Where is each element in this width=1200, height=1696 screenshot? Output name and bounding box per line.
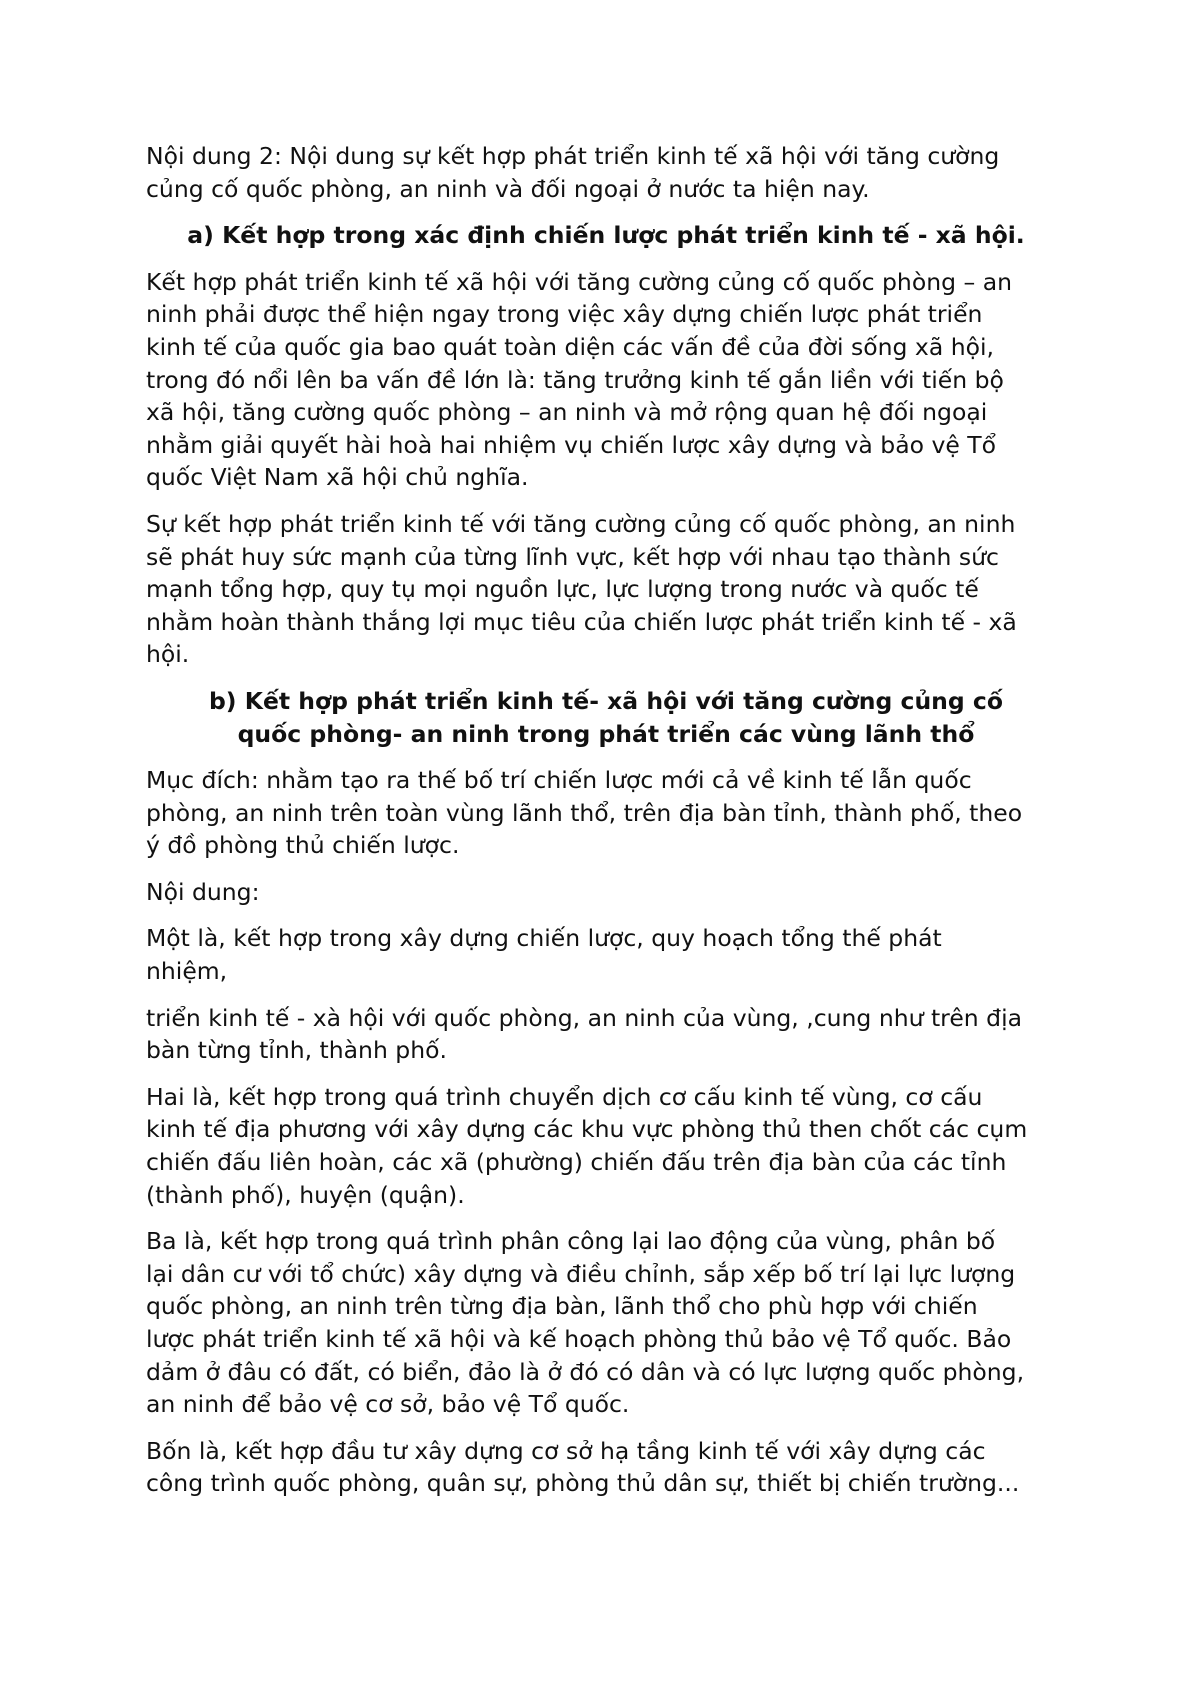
text-line: hội.	[146, 640, 190, 669]
document-body	[146, 140, 1066, 1514]
text-line: Một là, kết hợp trong xây dựng chiến lược, quy hoạch tổng thế phát	[146, 924, 942, 953]
heading-b-line-2: quốc phòng- an ninh trong phát triển các vùng lãnh thổ	[237, 719, 975, 748]
text-line: xã hội, tăng cường quốc phòng – an ninh và mở rộng quan hệ đối ngoại	[146, 398, 988, 427]
paragraph-first	[146, 922, 1066, 987]
text-line: Kết hợp phát triển kinh tế xã hội với tăng cường củng cố quốc phòng – an	[146, 267, 1013, 296]
text-line: ninh phải được thể hiện ngay trong việc xây dựng chiến lược phát triển	[146, 300, 983, 329]
text-line: công trình quốc phòng, quân sự, phòng thủ dân sự, thiết bị chiến trường...	[146, 1469, 1020, 1498]
text-line: Bốn là, kết hợp đầu tư xây dựng cơ sở hạ tầng kinh tế với xây dựng các	[146, 1436, 986, 1465]
text-line: phòng, an ninh trên toàn vùng lãnh thổ, trên địa bàn tỉnh, thành phố, theo	[146, 798, 1023, 827]
text-line: sẽ phát huy sức mạnh của từng lĩnh vực, kết hợp với nhau tạo thành sức	[146, 542, 999, 571]
text-line: lược phát triển kinh tế xã hội và kế hoạch phòng thủ bảo vệ Tổ quốc. Bảo	[146, 1325, 1012, 1353]
text-line: quốc Việt Nam xã hội chủ nghĩa.	[146, 463, 529, 492]
text-line: (thành phố), huyện (quận).	[146, 1180, 465, 1209]
text-line: kinh tế của quốc gia bao quát toàn diện các vấn đề của đời sống xã hội,	[146, 332, 994, 361]
heading-b	[146, 685, 1066, 750]
text-line: chiến đấu liên hoàn, các xã (phường) chiến đấu trên địa bàn của các tỉnh	[146, 1148, 1007, 1177]
intro-line-2: củng cố quốc phòng, an ninh và đối ngoại ở nước ta hiện nay.	[146, 174, 870, 203]
paragraph-third	[146, 1225, 1066, 1421]
intro-paragraph	[146, 140, 1066, 205]
paragraph-fourth	[146, 1435, 1066, 1500]
paragraph-content-label: Nội dung:	[146, 877, 260, 906]
text-line: an ninh để bảo vệ cơ sở, bảo vệ Tổ quốc.	[146, 1390, 630, 1419]
text-line: Mục đích: nhằm tạo ra thế bố trí chiến lược mới cả về kinh tế lẫn quốc	[146, 766, 972, 795]
paragraph-first-continued	[146, 1002, 1066, 1067]
paragraph-purpose	[146, 764, 1066, 862]
heading-b-line-1: b) Kết hợp phát triển kinh tế- xã hội với tăng cường củng cố	[208, 686, 1003, 715]
text-line: triển kinh tế - xà hội với quốc phòng, an ninh của vùng, ,cung như trên địa	[146, 1003, 1022, 1032]
paragraph-combination	[146, 508, 1066, 671]
paragraph-second	[146, 1081, 1066, 1211]
text-line: Hai là, kết hợp trong quá trình chuyển dịch cơ cấu kinh tế vùng, cơ cấu	[146, 1082, 983, 1111]
intro-line-1: Nội dung 2: Nội dung sự kết hợp phát triển kinh tế xã hội với tăng cường	[146, 142, 1000, 170]
text-line: nhiệm,	[146, 957, 228, 986]
text-line: lại dân cư với tổ chức) xây dựng và điều chỉnh, sắp xếp bố trí lại lực lượng	[146, 1259, 1016, 1288]
paragraph-strategy	[146, 266, 1066, 494]
text-line: nhằm hoàn thành thắng lợi mục tiêu của chiến lược phát triển kinh tế - xã	[146, 607, 1017, 636]
heading-a: a) Kết hợp trong xác định chiến lược phát triển kinh tế - xã hội.	[187, 221, 1025, 250]
text-line: Sự kết hợp phát triển kinh tế với tăng cường củng cố quốc phòng, an ninh	[146, 509, 1016, 538]
text-line: Ba là, kết hợp trong quá trình phân công lại lao động của vùng, phân bố	[146, 1227, 996, 1256]
text-line: trong đó nổi lên ba vấn đề lớn là: tăng trưởng kinh tế gắn liền với tiến bộ	[146, 365, 1004, 394]
text-line: kinh tế địa phương với xây dựng các khu vực phòng thủ then chốt các cụm	[146, 1115, 1028, 1144]
text-line: ý đồ phòng thủ chiến lược.	[146, 831, 460, 860]
text-line: bàn từng tỉnh, thành phố.	[146, 1036, 447, 1065]
text-line: nhằm giải quyết hài hoà hai nhiệm vụ chiến lược xây dựng và bảo vệ Tổ	[146, 430, 997, 459]
text-line: dảm ở đâu có đất, có biển, đảo là ở đó có dân và có lực lượng quốc phòng,	[146, 1357, 1025, 1386]
text-line: quốc phòng, an ninh trên từng địa bàn, lãnh thổ cho phù hợp với chiến	[146, 1292, 978, 1321]
text-line: mạnh tổng hợp, quy tụ mọi nguồn lực, lực lượng trong nước và quốc tế	[146, 575, 979, 604]
